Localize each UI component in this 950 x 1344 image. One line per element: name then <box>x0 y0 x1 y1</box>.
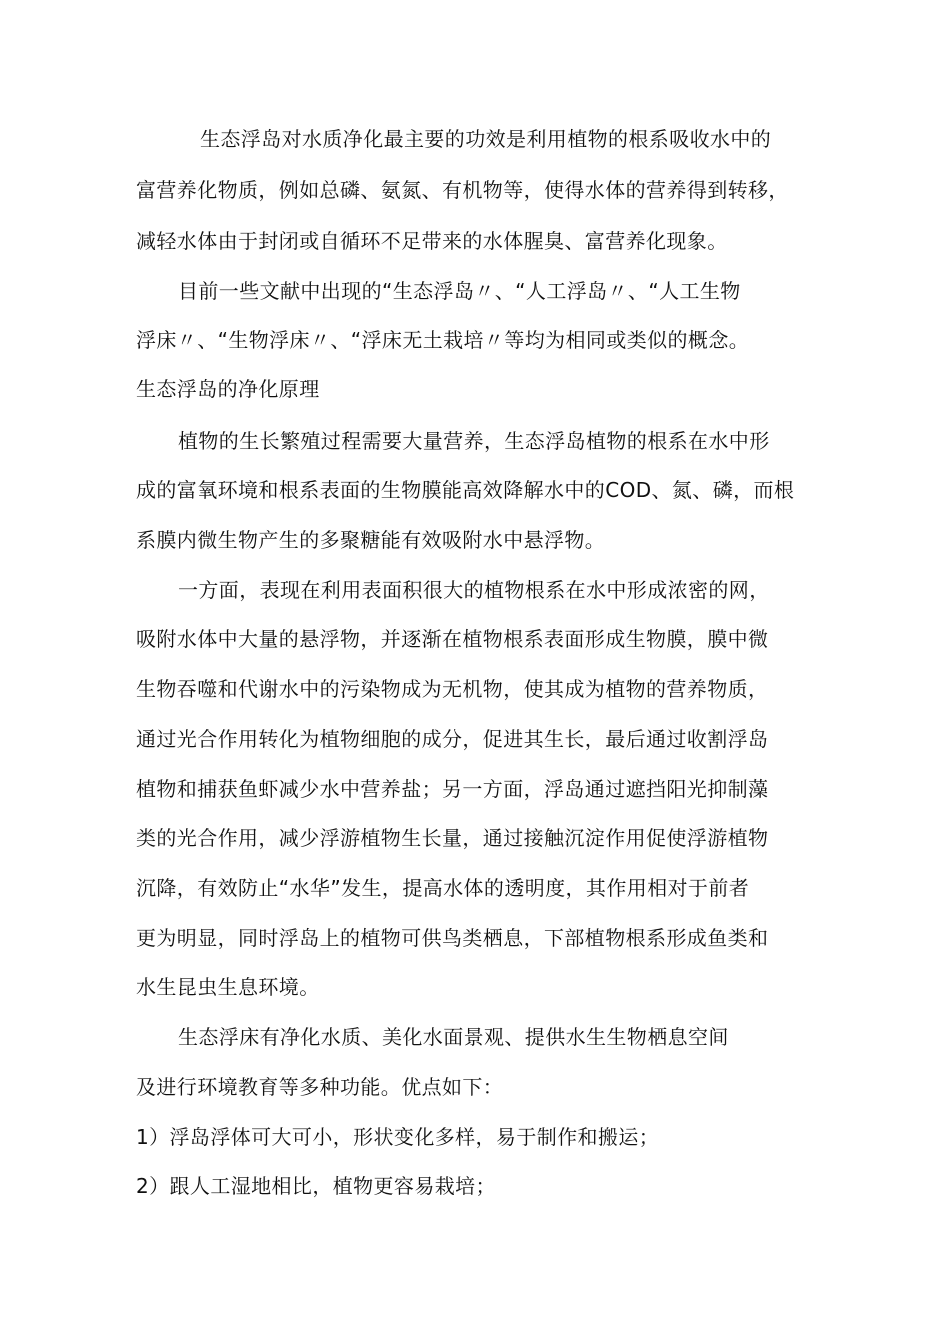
paragraph-4-line-3: 生物吞噬和代谢水中的污染物成为无机物，使其成为植物的营养物质， <box>136 677 769 701</box>
paragraph-4-line-1: 一方面，表现在利用表面积很大的植物根系在水中形成浓密的网， <box>178 578 770 602</box>
paragraph-4-line-2: 吸附水体中大量的悬浮物，并逐渐在植物根系表面形成生物膜，膜中微 <box>136 627 769 651</box>
paragraph-1-line-2: 富营养化物质，例如总磷、氨氮、有机物等，使得水体的营养得到转移， <box>136 178 789 202</box>
paragraph-2-line-2: 浮床〃、“生物浮床〃、“浮床无土栽培〃等均为相同或类似的概念。 <box>136 328 750 352</box>
paragraph-4-line-7: 沉降，有效防止“水华”发生，提高水体的透明度，其作用相对于前者 <box>136 876 750 900</box>
paragraph-5-line-2: 及进行环境教育等多种功能。优点如下： <box>136 1075 504 1099</box>
paragraph-4-line-4: 通过光合作用转化为植物细胞的成分，促进其生长，最后通过收割浮岛 <box>136 727 769 751</box>
paragraph-3-line-3: 系膜内微生物产生的多聚糖能有效吸附水中悬浮物。 <box>136 528 606 552</box>
paragraph-1-line-3: 减轻水体由于封闭或自循环不足带来的水体腥臭、富营养化现象。 <box>136 229 728 253</box>
paragraph-3-line-2: 成的富氧环境和根系表面的生物膜能高效降解水中的COD、氮、磷，而根 <box>136 478 795 502</box>
paragraph-4-line-8: 更为明显，同时浮岛上的植物可供鸟类栖息，下部植物根系形成鱼类和 <box>136 926 769 950</box>
paragraph-4-line-6: 类的光合作用，减少浮游植物生长量，通过接触沉淀作用促使浮游植物 <box>136 826 769 850</box>
paragraph-1-line-1: 生态浮岛对水质净化最主要的功效是利用植物的根系吸收水中的 <box>200 127 772 151</box>
section-heading: 生态浮岛的净化原理 <box>136 377 320 401</box>
paragraph-2-line-1: 目前一些文献中出现的“生态浮岛〃、“人工浮岛〃、“人工生物 <box>178 279 741 303</box>
paragraph-3-line-1: 植物的生长繁殖过程需要大量营养，生态浮岛植物的根系在水中形 <box>178 429 770 453</box>
paragraph-4-line-9: 水生昆虫生息环境。 <box>136 975 320 999</box>
list-item-2: 2）跟人工湿地相比，植物更容易栽培； <box>136 1174 496 1198</box>
paragraph-5-line-1: 生态浮床有净化水质、美化水面景观、提供水生生物栖息空间 <box>178 1025 729 1049</box>
list-item-1: 1）浮岛浮体可大可小，形状变化多样，易于制作和搬运； <box>136 1125 660 1149</box>
paragraph-4-line-5: 植物和捕获鱼虾减少水中营养盐；另一方面，浮岛通过遮挡阳光抑制藻 <box>136 777 769 801</box>
